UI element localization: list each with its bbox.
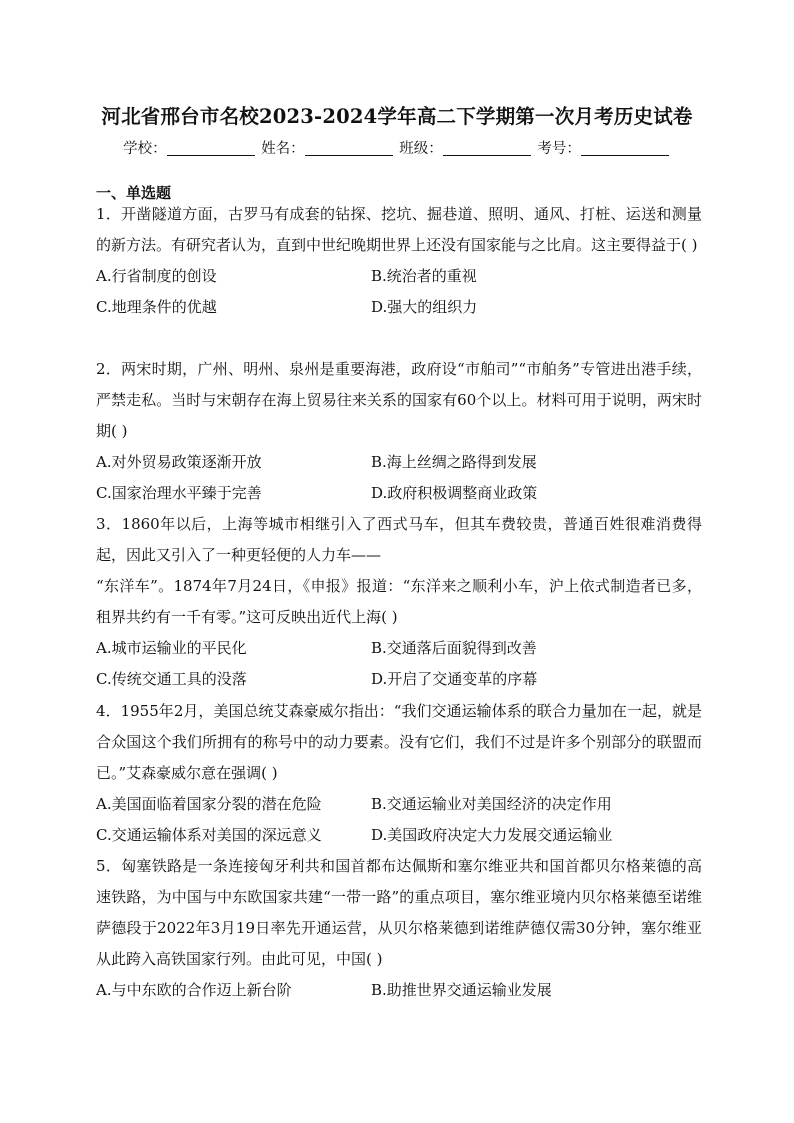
question-4-option-a: A.美国面临着国家分裂的潜在危险 xyxy=(96,795,322,813)
question-2-option-d: D.政府积极调整商业政策 xyxy=(371,484,538,502)
question-4-option-d: D.美国政府决定大力发展交通运输业 xyxy=(371,826,613,844)
question-3 xyxy=(96,509,702,695)
question-1-stem: 1．开凿隧道方面，古罗马有成套的钻探、挖坑、掘巷道、照明、通风、打桩、运送和测量的新方法。有研究者认为，直到中世纪晚期世界上还没有国家能与之比肩。这主要得益于( ) xyxy=(96,205,702,254)
question-4 xyxy=(96,696,702,851)
question-2-option-a: A.对外贸易政策逐渐开放 xyxy=(96,453,262,471)
question-2-stem: 2．两宋时期，广州、明州、泉州是重要海港，政府设“市舶司”“市舶务”专管进出港手续，严禁走私。当时与宋朝存在海上贸易往来关系的国家有60个以上。材料可用于说明，两宋时期( ) xyxy=(96,360,702,440)
question-2-options-row-1 xyxy=(96,447,702,478)
question-2-option-b: B.海上丝绸之路得到发展 xyxy=(371,453,537,471)
question-1 xyxy=(96,199,702,323)
class-label: 班级： xyxy=(399,141,443,157)
section-heading: 一、单选题 xyxy=(96,184,172,202)
question-1-option-a: A.行省制度的创设 xyxy=(96,267,217,285)
question-3-stem-part-2: “东洋车”。1874年7月24日，《申报》报道：“东洋来之顺利小车，沪上依式制造者已多，租界共约有一千有零。”这可反映出近代上海( ) xyxy=(96,577,702,626)
question-2-options-row-2 xyxy=(96,478,702,509)
question-1-options-row-1 xyxy=(96,261,702,292)
question-5-stem: 5．匈塞铁路是一条连接匈牙利共和国首都布达佩斯和塞尔维亚共和国首都贝尔格莱德的高速铁路，为中国与中东欧国家共建“一带一路”的重点项目，塞尔维亚境内贝尔格莱德至诺维萨德段于2022年3月19日率先开通运营，从贝尔格莱德到诺维萨德仅需30分钟，塞尔维亚从此跨入高铁国家行列。由此可见，中国( ) xyxy=(96,857,702,968)
exam-number-label: 考号： xyxy=(537,141,581,157)
exam-title: 河北省邢台市名校2023-2024学年高二下学期第一次月考历史试卷 xyxy=(101,105,693,128)
question-3-option-a: A.城市运输业的平民化 xyxy=(96,639,247,657)
class-blank xyxy=(443,140,531,156)
name-label: 姓名： xyxy=(261,141,305,157)
question-5 xyxy=(96,851,702,1006)
question-3-option-b: B.交通落后面貌得到改善 xyxy=(371,639,537,657)
student-info-line xyxy=(0,137,794,158)
question-4-option-c: C.交通运输体系对美国的深远意义 xyxy=(96,826,322,844)
question-5-option-a: A.与中东欧的合作迈上新台阶 xyxy=(96,981,292,999)
question-3-option-d: D.开启了交通变革的序幕 xyxy=(371,670,538,688)
question-2 xyxy=(96,354,702,509)
question-1-option-c: C.地理条件的优越 xyxy=(96,298,217,316)
question-4-options-row-2 xyxy=(96,820,702,851)
question-3-option-c: C.传统交通工具的没落 xyxy=(96,670,247,688)
name-blank xyxy=(305,140,393,156)
question-4-options-row-1 xyxy=(96,789,702,820)
question-1-option-d: D.强大的组织力 xyxy=(371,298,478,316)
question-3-stem-part-1: 3．1860年以后，上海等城市相继引入了西式马车，但其车费较贵，普通百姓很难消费得起，因此又引入了一种更轻便的人力车—— xyxy=(96,515,702,564)
question-1-option-b: B.统治者的重视 xyxy=(371,267,477,285)
question-2-option-c: C.国家治理水平臻于完善 xyxy=(96,484,262,502)
school-blank xyxy=(167,140,255,156)
exam-number-blank xyxy=(581,140,669,156)
school-label: 学校： xyxy=(123,141,167,157)
question-3-options-row-2 xyxy=(96,664,702,695)
question-3-options-row-1 xyxy=(96,633,702,664)
question-1-options-row-2 xyxy=(96,292,702,323)
question-4-stem: 4．1955年2月，美国总统艾森豪威尔指出：“我们交通运输体系的联合力量加在一起，就是合众国这个我们所拥有的称号中的动力要素。没有它们，我们不过是许多个别部分的联盟而已。”艾森豪威尔意在强调( ) xyxy=(96,702,702,782)
question-4-option-b: B.交通运输业对美国经济的决定作用 xyxy=(371,795,612,813)
question-5-options-row-1 xyxy=(96,975,702,1006)
question-5-option-b: B.助推世界交通运输业发展 xyxy=(371,981,552,999)
